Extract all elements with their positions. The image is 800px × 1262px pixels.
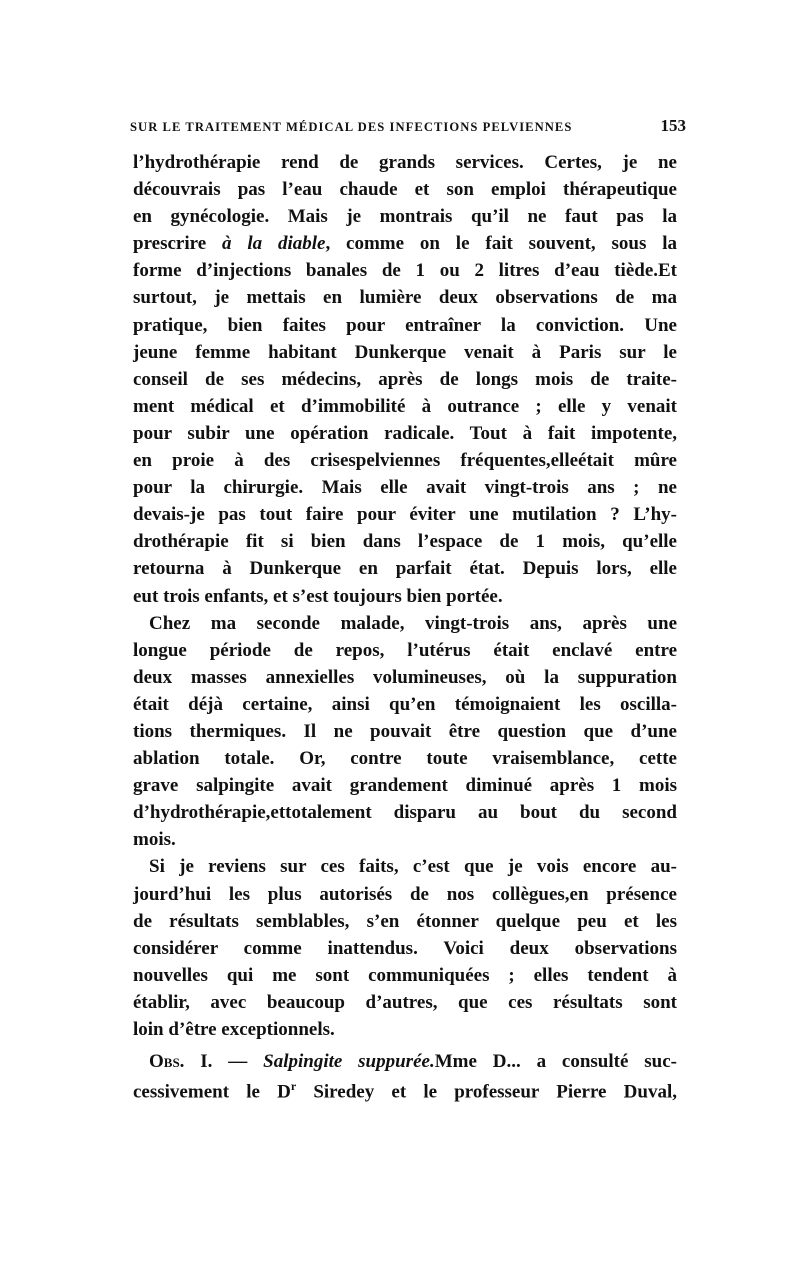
text-line: Si je reviens sur ces faits, c’est que je vois encore au- <box>149 856 677 878</box>
text-line: eut trois enfants, et s’est toujours bien portée. <box>133 585 503 607</box>
text-line: en gynécologie. Mais je montrais qu’il ne faut pas la <box>133 206 677 228</box>
text-line: était déjà certaine, ainsi qu’en témoignaient les oscilla- <box>133 693 677 715</box>
text-line: Chez ma seconde malade, vingt-trois ans, après une <box>149 612 677 634</box>
text-line: en proie à des crisespelviennes fréquentes,elleétait mûre <box>133 450 677 472</box>
text-line: pratique, bien faites pour entraîner la conviction. Une <box>133 314 677 336</box>
text-line: jeune femme habitant Dunkerque venait à Paris sur le <box>133 341 677 363</box>
text-line: pour subir une opération radicale. Tout à fait impotente, <box>133 422 677 444</box>
running-head <box>130 116 686 140</box>
text-line: prescrire à la diable, comme on le fait souvent, sous la <box>133 233 677 255</box>
text-line: mois. <box>133 829 176 851</box>
page-number: 153 <box>660 116 686 135</box>
text-line: jourd’hui les plus autorisés de nos collègues,en présence <box>133 883 677 905</box>
text-line: cessivement le $D^r$ Siredey et le professeur Pierre Duval, <box>133 1079 677 1103</box>
text-line: tions thermiques. Il ne pouvait être question que d’une <box>133 720 677 742</box>
text-line: pour la chirurgie. Mais elle avait vingt-trois ans ; ne <box>133 477 677 499</box>
running-head-title: SUR LE TRAITEMENT MÉDICAL DES INFECTIONS PELVIENNES <box>130 120 573 134</box>
text-line: de résultats semblables, s’en étonner quelque peu et les <box>133 910 677 932</box>
text-line: considérer comme inattendus. Voici deux observations <box>133 937 677 959</box>
text-line: retourna à Dunkerque en parfait état. Depuis lors, elle <box>133 558 677 580</box>
paragraph <box>133 853 677 1043</box>
observation-label: Obs. I. — <box>149 1051 264 1073</box>
observation-heading <box>133 1050 677 1103</box>
text-line: deux masses annexielles volumineuses, où la suppuration <box>133 666 677 688</box>
text-line: grave salpingite avait grandement diminué après 1 mois <box>133 775 677 797</box>
text-line: d’hydrothérapie,ettotalement disparu au bout du second <box>133 802 677 824</box>
observation-title: Salpingite suppurée. <box>263 1051 435 1073</box>
paragraph <box>133 610 677 854</box>
text-line: forme d’injections banales de 1 ou 2 litres d’eau tiède.Et <box>133 260 677 282</box>
text-line: nouvelles qui me sont communiquées ; elles tendent à <box>133 964 677 986</box>
text-line: devais-je pas tout faire pour éviter une mutilation ? L’hy- <box>133 504 677 526</box>
text-line: établir, avec beaucoup d’autres, que ces résultats sont <box>133 991 677 1013</box>
text-line: drothérapie fit si bien dans l’espace de 1 mois, qu’elle <box>133 531 677 553</box>
text-line: surtout, je mettais en lumière deux observations de ma <box>133 287 677 309</box>
text-line: loin d’être exceptionnels. <box>133 1019 335 1040</box>
text-line: conseil de ses médecins, après de longs mois de traite- <box>133 368 677 390</box>
text-line: ment médical et d’immobilité à outrance ; elle y venait <box>133 395 677 417</box>
text-line: découvrais pas l’eau chaude et son emploi thérapeutique <box>133 179 677 201</box>
text-line: Obs. I. — Salpingite suppurée.Mme D... a consulté suc- <box>149 1051 677 1073</box>
paragraph <box>133 149 677 610</box>
body-text <box>133 149 677 1103</box>
text-line: longue période de repos, l’utérus était enclavé entre <box>133 639 677 661</box>
text-line: l’hydrothérapie rend de grands services. Certes, je ne <box>133 152 677 173</box>
text-line: ablation totale. Or, contre toute vraisemblance, cette <box>133 748 677 770</box>
